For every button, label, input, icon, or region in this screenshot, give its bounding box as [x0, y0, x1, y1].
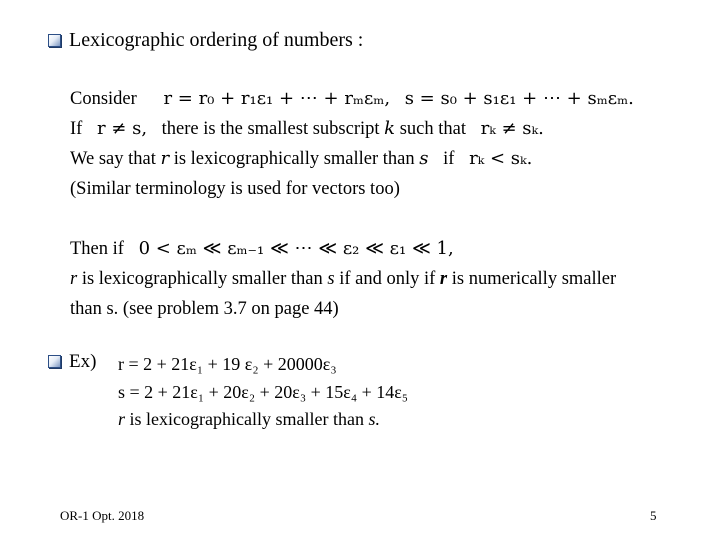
if-word: If [70, 119, 83, 139]
ordering-block [70, 234, 616, 324]
conclusion-s: s. [368, 409, 380, 429]
example-block [118, 351, 408, 434]
consider-line [70, 84, 634, 114]
checkbox-bullet-icon-2 [48, 355, 61, 368]
example-r-line: r = 2 + 21ε₁ + 19 ε₂ + 20000ε₃ [118, 354, 337, 374]
such-that-text: such that [399, 119, 466, 139]
r-variable: r [160, 148, 170, 169]
example-conclusion-line [118, 406, 408, 434]
k-variable: k [384, 118, 396, 139]
s-expression: s = s₀ + s₁ε₁ + ⋯ + sₘεₘ. [404, 88, 634, 109]
iff-line [70, 264, 616, 294]
iff-text: if and only if [339, 269, 436, 289]
checkbox-bullet-icon [48, 34, 61, 47]
conclusion-text: is lexicographically smaller than [129, 409, 364, 429]
r-variable-2: r [70, 269, 78, 289]
example-label [48, 351, 96, 373]
s-variable-2: s [327, 269, 335, 289]
similar-terminology-line: (Similar terminology is used for vectors too) [70, 179, 400, 199]
conclusion-r: r [118, 409, 126, 429]
s-variable: s [419, 148, 429, 169]
we-say-text: We say that [70, 149, 156, 169]
if-word-2: if [443, 149, 455, 169]
lex-smaller-text-2: is lexicographically smaller than [81, 269, 323, 289]
r-expression: r = r₀ + r₁ε₁ + ⋯ + rₘεₘ, [163, 88, 391, 109]
numerically-smaller-text: is numerically smaller [451, 269, 617, 289]
then-if-line [70, 234, 616, 264]
example-s-line: s = 2 + 21ε₁ + 20ε₂ + 20ε₃ + 15ε₄ + 14ε₅ [118, 381, 409, 402]
epsilon-chain: 0 < εₘ ≪ εₘ₋₁ ≪ ⋯ ≪ ε₂ ≪ ε₁ ≪ 1, [138, 238, 454, 259]
r-variable-3: r [439, 269, 448, 289]
definition-block [70, 84, 634, 204]
then-if-text: Then if [70, 239, 124, 259]
slide-title [48, 29, 363, 52]
r-not-equal-s: r ≠ s, [96, 118, 148, 139]
smallest-subscript-text: there is the smallest subscript [161, 119, 380, 139]
footer-course-label: OR-1 Opt. 2018 [60, 508, 145, 523]
example-label-text: Ex) [69, 351, 97, 372]
rk-less-than-sk: rₖ < sₖ. [469, 148, 533, 169]
consider-word: Consider [70, 89, 137, 109]
slide-title-text: Lexicographic ordering of numbers : [69, 29, 364, 51]
rk-not-equal-sk: rₖ ≠ sₖ. [480, 118, 544, 139]
problem-reference-line: than s. (see problem 3.7 on page 44) [70, 299, 339, 319]
if-line [70, 114, 634, 144]
lex-smaller-text: is lexicographically smaller than [173, 149, 415, 169]
we-say-line [70, 144, 634, 174]
page-number: 5 [650, 508, 657, 523]
